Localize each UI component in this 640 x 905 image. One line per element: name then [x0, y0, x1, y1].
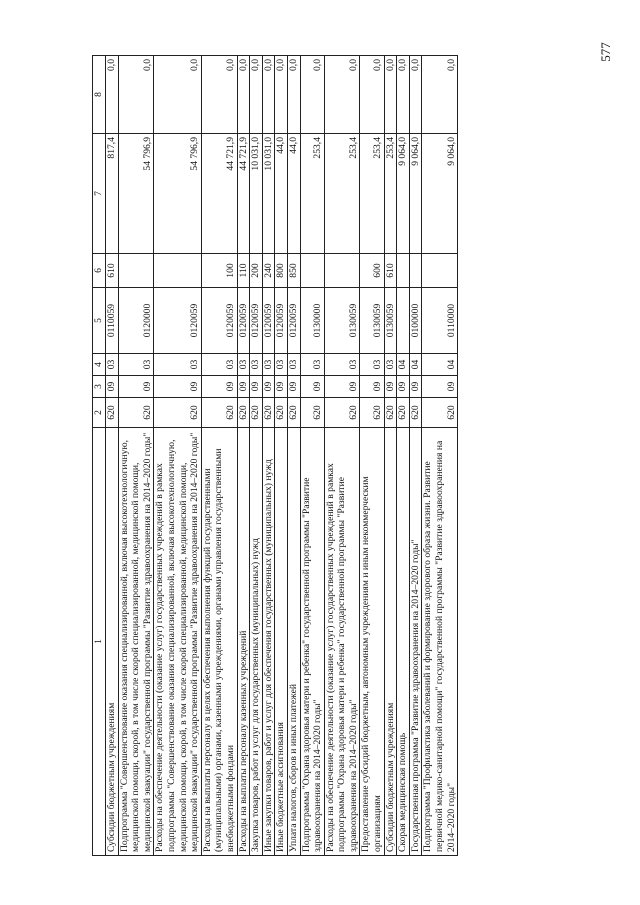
table-row: [118, 56, 154, 856]
row-description: Расходы на выплаты персоналу казенных учреждений: [237, 428, 250, 856]
row-amount-2: 0,0: [397, 56, 410, 134]
table-row: [422, 56, 458, 856]
header-cell: 5: [93, 288, 106, 354]
row-target-article: 0130059: [384, 288, 397, 354]
table-row: [154, 56, 201, 856]
row-description: Скорая медицинская помощь: [397, 428, 410, 856]
row-description: Иные бюджетные ассигнования: [275, 428, 288, 856]
row-expense-type: 600: [360, 254, 384, 288]
row-section-code: 09: [409, 376, 422, 398]
table-row: [300, 56, 324, 856]
table-row: [237, 56, 250, 856]
row-subsection-code: 03: [300, 354, 324, 376]
row-description: Закупка товаров, работ и услуг для государственных (муниципальных) нужд: [250, 428, 263, 856]
row-section-code: 09: [287, 376, 300, 398]
table-row: [360, 56, 384, 856]
row-description: Субсидии бюджетным учреждениям: [384, 428, 397, 856]
row-description: Предоставление субсидий бюджетным, автономным учреждениям и иным некоммерческим организациям: [360, 428, 384, 856]
table-row: [250, 56, 263, 856]
table-row: [106, 56, 119, 856]
row-target-article: 0120059: [237, 288, 250, 354]
row-amount-2: 0,0: [262, 56, 275, 134]
row-subsection-code: 03: [324, 354, 360, 376]
row-ministry-code: 620: [262, 398, 275, 428]
row-target-article: 0130059: [360, 288, 384, 354]
row-description: Государственная программа "Развитие здравоохранения на 2014–2020 годы": [409, 428, 422, 856]
row-expense-type: 240: [262, 254, 275, 288]
row-amount: 9 064,0: [409, 134, 422, 254]
row-amount-2: 0,0: [422, 56, 458, 134]
row-ministry-code: 620: [287, 398, 300, 428]
row-amount: 253,4: [360, 134, 384, 254]
row-amount: 44 721,9: [201, 134, 237, 254]
row-amount-2: 0,0: [300, 56, 324, 134]
row-target-article: 0130000: [300, 288, 324, 354]
table-row: [201, 56, 237, 856]
row-target-article: 0120059: [262, 288, 275, 354]
row-section-code: 09: [300, 376, 324, 398]
row-ministry-code: 620: [275, 398, 288, 428]
row-section-code: 09: [237, 376, 250, 398]
row-subsection-code: 03: [237, 354, 250, 376]
row-subsection-code: 03: [154, 354, 201, 376]
page-number: 577: [597, 42, 613, 62]
row-amount-2: 0,0: [106, 56, 119, 134]
row-expense-type: 200: [250, 254, 263, 288]
row-description: Подпрограмма "Совершенствование оказания специализированной, включая высокотехнологичную, медицинской помощи, скорой, в том числе скорой специализированной, медицинской помощи, медицинской эвакуации" государственной программы "Развитие здравоохранения на 2014–2020 годы": [118, 428, 154, 856]
row-section-code: 09: [262, 376, 275, 398]
row-amount-2: 0,0: [118, 56, 154, 134]
row-target-article: 0120000: [118, 288, 154, 354]
row-ministry-code: 620: [324, 398, 360, 428]
header-cell: 8: [93, 56, 106, 134]
row-subsection-code: 03: [262, 354, 275, 376]
row-subsection-code: 03: [106, 354, 119, 376]
row-amount: 10 031,0: [250, 134, 263, 254]
header-row: [93, 56, 106, 856]
row-section-code: 09: [201, 376, 237, 398]
row-expense-type: [409, 254, 422, 288]
row-expense-type: 110: [237, 254, 250, 288]
row-amount-2: 0,0: [384, 56, 397, 134]
row-subsection-code: 03: [201, 354, 237, 376]
row-amount: 9 064,0: [422, 134, 458, 254]
table-row: [397, 56, 410, 856]
row-subsection-code: 04: [422, 354, 458, 376]
row-expense-type: [422, 254, 458, 288]
table-row: [384, 56, 397, 856]
row-expense-type: 850: [287, 254, 300, 288]
row-section-code: 09: [106, 376, 119, 398]
row-target-article: 0120059: [201, 288, 237, 354]
row-section-code: 09: [154, 376, 201, 398]
row-amount-2: 0,0: [250, 56, 263, 134]
row-target-article: 0110000: [422, 288, 458, 354]
row-section-code: 09: [275, 376, 288, 398]
row-expense-type: [324, 254, 360, 288]
row-ministry-code: 620: [409, 398, 422, 428]
row-ministry-code: 620: [397, 398, 410, 428]
row-section-code: 09: [360, 376, 384, 398]
budget-table: [92, 55, 458, 856]
row-expense-type: [397, 254, 410, 288]
row-section-code: 09: [118, 376, 154, 398]
row-description: Иные закупки товаров, работ и услуг для обеспечения государственных (муниципальных) нужд: [262, 428, 275, 856]
header-cell: 1: [93, 428, 106, 856]
row-description: Расходы на обеспечение деятельности (оказание услуг) государственных учреждений в рамках подпрограммы "Охрана здоровья матери и ребенка" государственной программы "Развитие здравоохранения на 2014–2020 годы": [324, 428, 360, 856]
row-section-code: 09: [422, 376, 458, 398]
table-row: [409, 56, 422, 856]
row-amount-2: 0,0: [154, 56, 201, 134]
row-ministry-code: 620: [237, 398, 250, 428]
row-ministry-code: 620: [154, 398, 201, 428]
row-target-article: 0120059: [287, 288, 300, 354]
row-section-code: 09: [397, 376, 410, 398]
row-amount: 253,4: [324, 134, 360, 254]
row-amount-2: 0,0: [360, 56, 384, 134]
row-description: Подпрограмма "Охрана здоровья матери и ребенка" государственной программы "Развитие здравоохранения на 2014–2020 годы": [300, 428, 324, 856]
row-subsection-code: 03: [118, 354, 154, 376]
row-amount-2: 0,0: [287, 56, 300, 134]
row-target-article: 0120059: [154, 288, 201, 354]
header-cell: 4: [93, 354, 106, 376]
row-ministry-code: 620: [360, 398, 384, 428]
row-amount-2: 0,0: [201, 56, 237, 134]
table-row: [262, 56, 275, 856]
row-subsection-code: 03: [384, 354, 397, 376]
table-row: [324, 56, 360, 856]
row-expense-type: 100: [201, 254, 237, 288]
row-target-article: 0100000: [409, 288, 422, 354]
row-amount: 44,0: [275, 134, 288, 254]
row-amount-2: 0,0: [409, 56, 422, 134]
header-cell: 6: [93, 254, 106, 288]
row-ministry-code: 620: [300, 398, 324, 428]
row-subsection-code: 03: [287, 354, 300, 376]
row-amount: 44,0: [287, 134, 300, 254]
row-amount: 253,4: [300, 134, 324, 254]
row-description: Подпрограмма "Профилактика заболеваний и формирование здорового образа жизни. Развитие первичной медико-санитарной помощи" государственной программы "Развитие здравоохранения на 2014–2020 годы": [422, 428, 458, 856]
row-ministry-code: 620: [106, 398, 119, 428]
row-amount: 54 796,9: [118, 134, 154, 254]
budget-table-rotated: [92, 56, 602, 856]
row-ministry-code: 620: [422, 398, 458, 428]
row-subsection-code: 04: [409, 354, 422, 376]
row-subsection-code: 04: [397, 354, 410, 376]
header-cell: 2: [93, 398, 106, 428]
row-amount: 10 031,0: [262, 134, 275, 254]
row-ministry-code: 620: [384, 398, 397, 428]
row-amount-2: 0,0: [237, 56, 250, 134]
row-expense-type: [300, 254, 324, 288]
row-amount-2: 0,0: [324, 56, 360, 134]
row-expense-type: [154, 254, 201, 288]
row-expense-type: 800: [275, 254, 288, 288]
table-row: [275, 56, 288, 856]
row-description: Субсидии бюджетным учреждениям: [106, 428, 119, 856]
table-row: [287, 56, 300, 856]
row-amount-2: 0,0: [275, 56, 288, 134]
row-target-article: 0120059: [250, 288, 263, 354]
row-target-article: 0130059: [324, 288, 360, 354]
row-target-article: [397, 288, 410, 354]
row-amount: 817,4: [106, 134, 119, 254]
row-description: Уплата налогов, сборов и иных платежей: [287, 428, 300, 856]
row-expense-type: [118, 254, 154, 288]
row-section-code: 09: [250, 376, 263, 398]
row-expense-type: 610: [106, 254, 119, 288]
row-target-article: 0110059: [106, 288, 119, 354]
row-ministry-code: 620: [201, 398, 237, 428]
table-body: [93, 56, 458, 856]
row-section-code: 09: [384, 376, 397, 398]
header-cell: 3: [93, 376, 106, 398]
row-expense-type: 610: [384, 254, 397, 288]
row-description: Расходы на обеспечение деятельности (оказание услуг) государственных учреждений в рамках подпрограммы "Совершенствование оказания специализированной, включая высокотехнологичную, медицинской помощи, скорой, в том числе скорой специализированной, медицинской помощи, медицинской эвакуации" государственной программы "Развитие здравоохранения на 2014–2020 годы": [154, 428, 201, 856]
row-subsection-code: 03: [360, 354, 384, 376]
row-amount: 9 064,0: [397, 134, 410, 254]
row-ministry-code: 620: [118, 398, 154, 428]
row-amount: 44 721,9: [237, 134, 250, 254]
row-target-article: 0120059: [275, 288, 288, 354]
row-description: Расходы на выплаты персоналу в целях обеспечения выполнения функций государственными (муниципальными) органами, казенными учреждениями, органами управления государственными внебюджетными фондами: [201, 428, 237, 856]
header-cell: 7: [93, 134, 106, 254]
row-section-code: 09: [324, 376, 360, 398]
row-subsection-code: 03: [275, 354, 288, 376]
row-amount: 253,4: [384, 134, 397, 254]
row-subsection-code: 03: [250, 354, 263, 376]
row-ministry-code: 620: [250, 398, 263, 428]
row-amount: 54 796,9: [154, 134, 201, 254]
